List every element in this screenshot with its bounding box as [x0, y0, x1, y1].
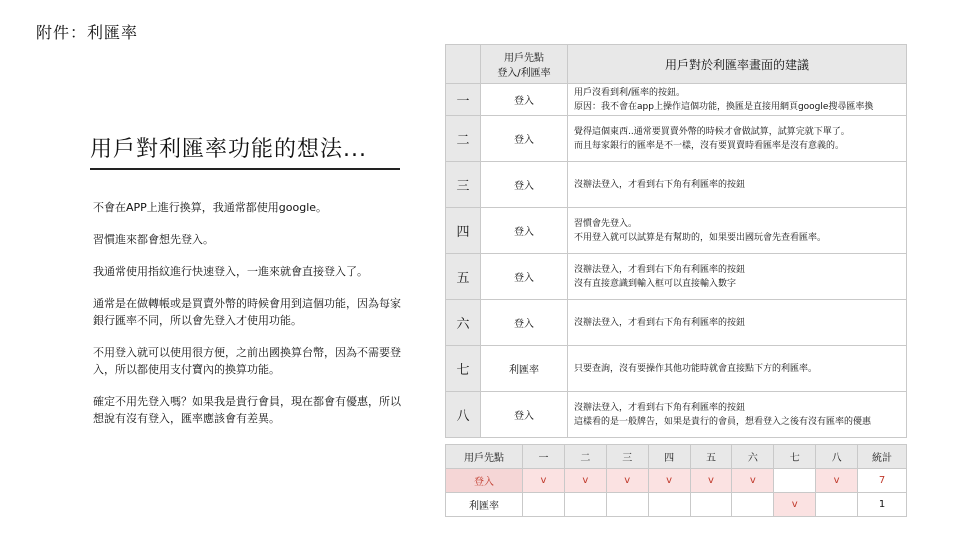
header-blank [446, 45, 481, 84]
tally-mark: v [690, 469, 732, 493]
row-advice: 沒辦法登入，才看到右下角有利匯率的按鈕 這樣看的是一般牌告，如果是貴行的會員，想看登入之後有沒有匯率的優惠 [568, 392, 907, 438]
tally-mark: v [732, 469, 774, 493]
tally-mark: v [523, 469, 565, 493]
row-advice: 沒辦法登入，才看到右下角有利匯率的按鈕 [568, 300, 907, 346]
row-first-click: 登入 [481, 254, 568, 300]
row-advice: 沒辦法登入，才看到右下角有利匯率的按鈕 [568, 162, 907, 208]
row-advice: 覺得這個東西..通常要買賣外幣的時候才會做試算，試算完就下單了。 而且每家銀行的匯率是不一樣，沒有要買賣時看匯率是沒有意義的。 [568, 116, 907, 162]
table-row [446, 162, 907, 208]
user-notes [93, 199, 403, 442]
row-first-click: 登入 [481, 84, 568, 116]
table-row [446, 300, 907, 346]
tally-total-header: 統計 [858, 445, 907, 469]
tally-mark [606, 493, 648, 517]
tally-mark: v [564, 469, 606, 493]
row-first-click: 登入 [481, 300, 568, 346]
table-row [446, 208, 907, 254]
row-first-click: 利匯率 [481, 346, 568, 392]
tally-mark [523, 493, 565, 517]
row-number: 七 [446, 346, 481, 392]
row-advice: 沒辦法登入，才看到右下角有利匯率的按鈕 沒有直接意識到輸入框可以直接輸入數字 [568, 254, 907, 300]
tally-mark [816, 493, 858, 517]
table-row [446, 116, 907, 162]
tally-mark [564, 493, 606, 517]
row-advice: 用戶沒看到利/匯率的按鈕。 原因：我不會在app上操作這個功能，換匯是直接用網頁google搜尋匯率換 [568, 84, 907, 116]
table-row [446, 392, 907, 438]
row-number: 三 [446, 162, 481, 208]
row-number: 二 [446, 116, 481, 162]
tally-table [445, 444, 907, 517]
tally-mark [648, 493, 690, 517]
tally-column-header: 六 [732, 445, 774, 469]
tally-mark: v [816, 469, 858, 493]
table-header-row [446, 45, 907, 84]
tally-column-header: 七 [774, 445, 816, 469]
tally-mark [690, 493, 732, 517]
tally-total: 1 [858, 493, 907, 517]
row-number: 一 [446, 84, 481, 116]
header-advice: 用戶對於利匯率畫面的建議 [568, 45, 907, 84]
tally-mark: v [648, 469, 690, 493]
row-number: 六 [446, 300, 481, 346]
feedback-table [445, 44, 907, 438]
tally-row-label: 利匯率 [446, 493, 523, 517]
page-heading: 用戶對利匯率功能的想法... [90, 137, 367, 162]
tally-column-header: 四 [648, 445, 690, 469]
tally-column-header: 一 [523, 445, 565, 469]
tally-mark [774, 469, 816, 493]
tally-total: 7 [858, 469, 907, 493]
table-row [446, 254, 907, 300]
row-number: 四 [446, 208, 481, 254]
row-first-click: 登入 [481, 392, 568, 438]
table-row [446, 84, 907, 116]
tally-header-label: 用戶先點 [446, 445, 523, 469]
row-first-click: 登入 [481, 116, 568, 162]
note-item: 通常是在做轉帳或是買賣外幣的時候會用到這個功能，因為每家銀行匯率不同，所以會先登入才使用功能。 [93, 297, 401, 327]
note-item: 習慣進來都會想先登入。 [93, 233, 214, 246]
tally-row-login [446, 469, 907, 493]
header-first-click: 用戶先點 登入/利匯率 [481, 45, 568, 84]
row-number: 五 [446, 254, 481, 300]
attachment-title: 附件：利匯率 [36, 23, 139, 42]
tally-mark: v [774, 493, 816, 517]
tally-mark: v [606, 469, 648, 493]
tally-column-header: 二 [564, 445, 606, 469]
note-item: 我通常使用指紋進行快速登入，一進來就會直接登入了。 [93, 265, 368, 278]
tally-header-row [446, 445, 907, 469]
row-advice: 只要查詢，沒有要操作其他功能時就會直接點下方的利匯率。 [568, 346, 907, 392]
table-row [446, 346, 907, 392]
tally-row-rate [446, 493, 907, 517]
tally-column-header: 五 [690, 445, 732, 469]
note-item: 不會在APP上進行換算，我通常都使用google。 [93, 201, 328, 214]
heading-underline [90, 168, 400, 170]
row-first-click: 登入 [481, 162, 568, 208]
row-first-click: 登入 [481, 208, 568, 254]
tally-column-header: 八 [816, 445, 858, 469]
note-item: 不用登入就可以使用很方便，之前出國換算台幣，因為不需要登入，所以都使用支付寶內的換算功能。 [93, 346, 401, 376]
row-advice: 習慣會先登入。 不用登入就可以試算是有幫助的，如果要出國玩會先查看匯率。 [568, 208, 907, 254]
note-item: 確定不用先登入嗎？如果我是貴行會員，現在都會有優惠，所以想說有沒有登入，匯率應該會有差異。 [93, 395, 401, 425]
tally-row-label: 登入 [446, 469, 523, 493]
row-number: 八 [446, 392, 481, 438]
tally-mark [732, 493, 774, 517]
tally-column-header: 三 [606, 445, 648, 469]
